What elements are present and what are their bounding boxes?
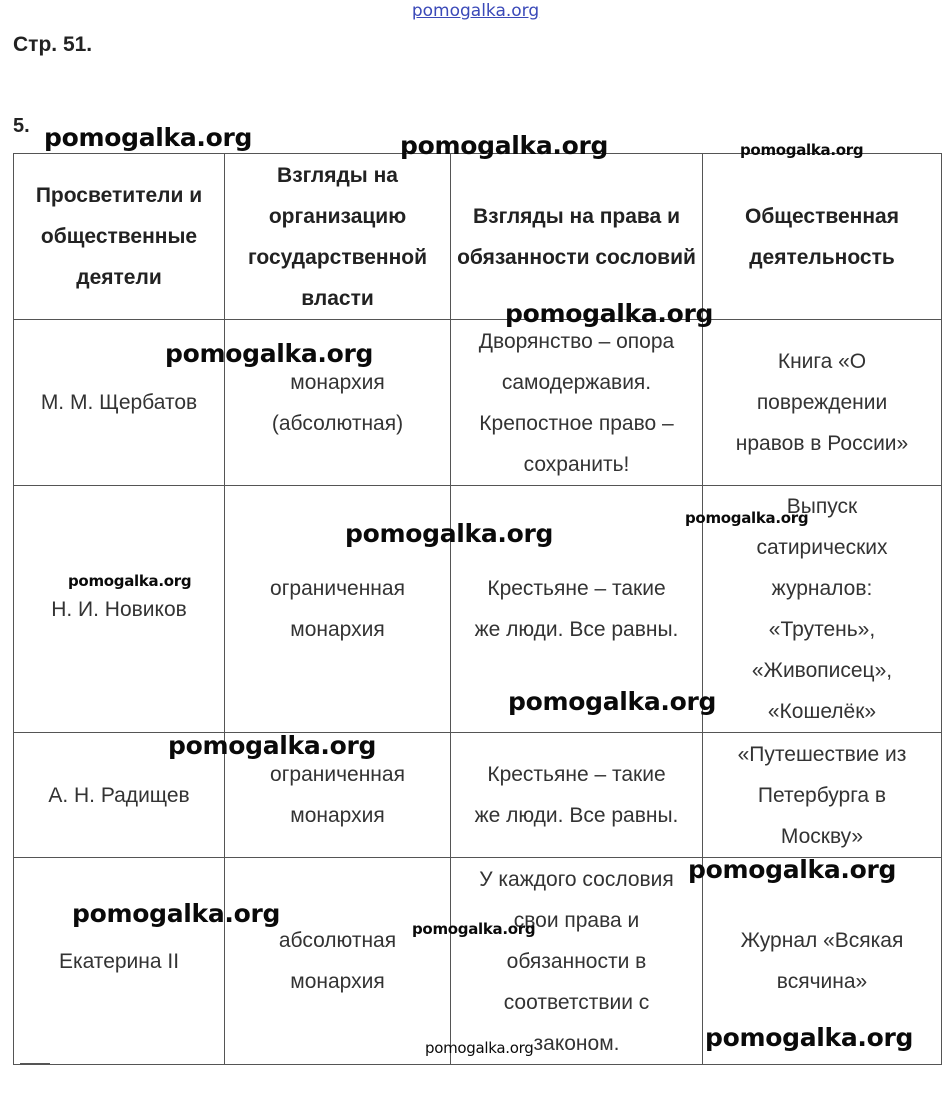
table-cell-power-views: абсолютная монархия <box>225 858 451 1065</box>
watermark: pomogalka.org <box>505 299 714 328</box>
table-header-row <box>14 154 942 320</box>
watermark: pomogalka.org <box>400 131 609 160</box>
divider <box>20 1063 50 1065</box>
table-row <box>14 733 942 858</box>
watermark: pomogalka.org <box>412 920 536 938</box>
table-cell-activity: Выпуск сатирических журналов: «Трутень», «Живописец», «Кошелёк» <box>703 486 942 733</box>
column-header: Взгляды на права и обязанности сословий <box>451 154 703 320</box>
table-cell-person: А. Н. Радищев <box>14 733 225 858</box>
watermark: pomogalka.org <box>685 509 809 527</box>
table-cell-person: Н. И. Новиков <box>14 486 225 733</box>
table-cell-estate-views: У каждого сословия свои права и обязанности в соответствии с законом. <box>451 858 703 1065</box>
table-cell-estate-views: Крестьяне – такие же люди. Все равны. <box>451 486 703 733</box>
watermark: pomogalka.org <box>508 687 717 716</box>
page-reference: Стр. 51. <box>13 33 93 56</box>
site-watermark-link[interactable]: pomogalka.org <box>411 1 540 21</box>
table-cell-power-views: монархия (абсолютная) <box>225 320 451 486</box>
column-header: Просветители и общественные деятели <box>14 154 225 320</box>
table-cell-power-views: ограниченная монархия <box>225 486 451 733</box>
watermark: pomogalka.org <box>705 1023 914 1052</box>
table-cell-activity: Книга «О повреждении нравов в России» <box>703 320 942 486</box>
table-cell-person: М. М. Щербатов <box>14 320 225 486</box>
watermark: pomogalka.org <box>345 519 554 548</box>
table-cell-activity: Журнал «Всякая всячина» <box>703 858 942 1065</box>
watermark: pomogalka.org <box>425 1039 534 1057</box>
column-header: Взгляды на организацию государственной власти <box>225 154 451 320</box>
table-cell-person: Екатерина II <box>14 858 225 1065</box>
task-number: 5. <box>13 115 30 137</box>
watermark: pomogalka.org <box>688 855 897 884</box>
watermark: pomogalka.org <box>168 731 377 760</box>
table-cell-estate-views: Крестьяне – такие же люди. Все равны. <box>451 733 703 858</box>
watermark: pomogalka.org <box>68 572 192 590</box>
table-cell-activity: «Путешествие из Петербурга в Москву» <box>703 733 942 858</box>
table-cell-estate-views: Дворянство – опора самодержавия. Крепостное право – сохранить! <box>451 320 703 486</box>
watermark: pomogalka.org <box>44 123 253 152</box>
watermark: pomogalka.org <box>72 899 281 928</box>
column-header: Общественная деятельность <box>703 154 942 320</box>
watermark: pomogalka.org <box>740 141 864 159</box>
table-row <box>14 320 942 486</box>
watermark: pomogalka.org <box>165 339 374 368</box>
table-cell-power-views: ограниченная монархия <box>225 733 451 858</box>
